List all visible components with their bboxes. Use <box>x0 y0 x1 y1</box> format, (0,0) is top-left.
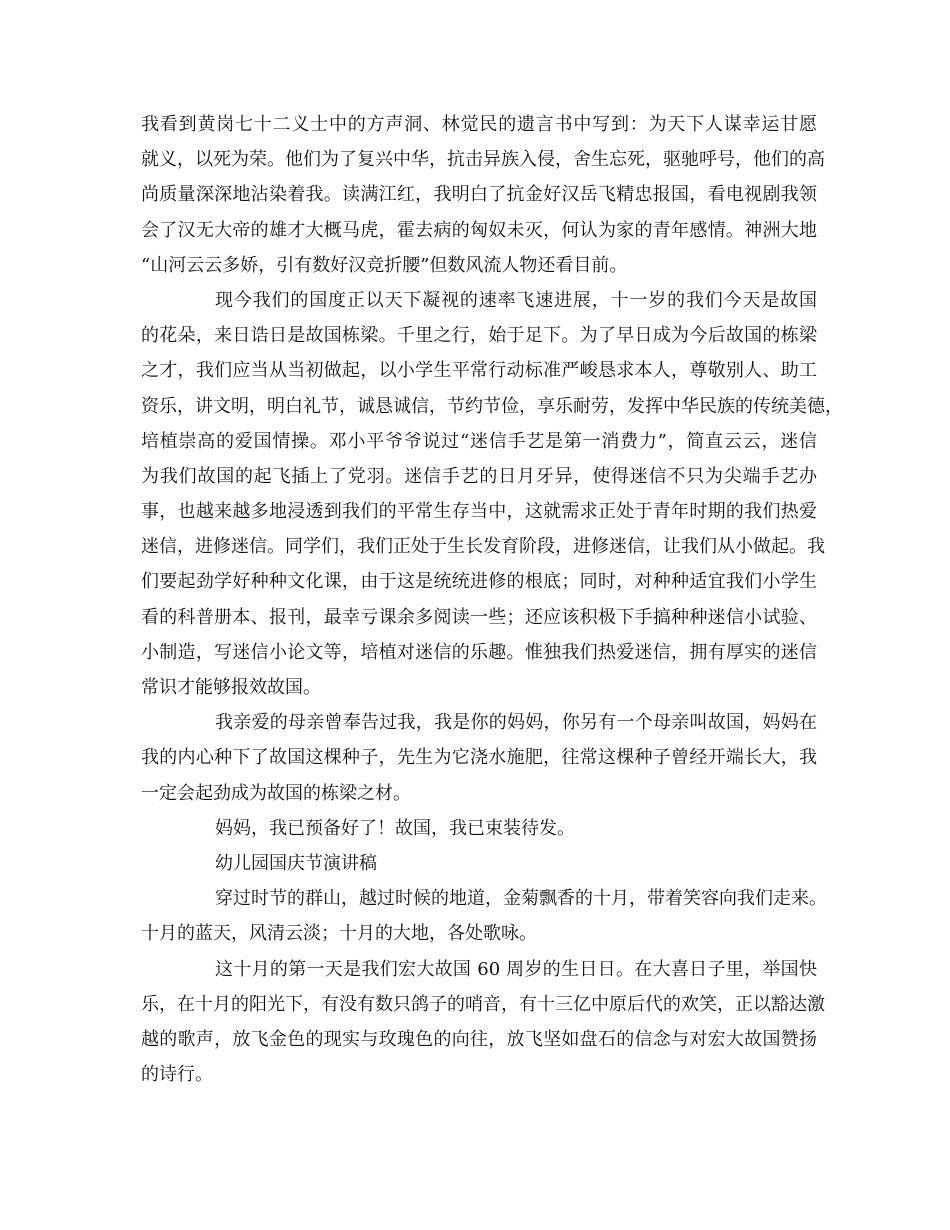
text-line: 越的歌声，放飞金色的现实与玫瑰色的向往，放飞坚如盘石的信念与对宏大故国赞扬 <box>141 1028 817 1050</box>
text-line: 会了汉无大帝的雄才大概马虎，霍去病的匈奴未灭，何认为家的青年感情。神洲大地 <box>141 219 817 241</box>
text-line: 一定会起劲成为故国的栋梁之材。 <box>141 782 411 804</box>
paragraph-first-line: 这十月的第一天是我们宏大故国 60 周岁的生日日。在大喜日子里，举国快 <box>215 958 817 980</box>
text-line: “山河云云多娇，引有数好汉竞折腰”但数风流人物还看目前。 <box>141 254 628 276</box>
document-body <box>141 107 843 1092</box>
text-line: 资乐，讲文明，明白礼节，诚恳诚信，节约节俭，享乐耐劳，发挥中华民族的传统美德， <box>141 395 843 417</box>
text-line: 乐，在十月的阳光下，有没有数只鸽子的哨音，有十三亿中原后代的欢笑，正以豁达激 <box>141 993 825 1015</box>
paragraph-first-line: 我亲爱的母亲曾奉告过我，我是你的妈妈，你另有一个母亲叫故国，妈妈在 <box>215 712 817 734</box>
paragraph-first-line: 妈妈，我已预备好了！故国，我已束装待发。 <box>215 817 575 839</box>
paragraph-first-line: 穿过时节的群山，越过时候的地道，金菊飘香的十月，带着笑容向我们走来。 <box>215 888 827 910</box>
text-line: 迷信，进修迷信。同学们，我们正处于生长发育阶段，进修迷信，让我们从小做起。我 <box>141 536 825 558</box>
text-line: 培植崇高的爱国情操。邓小平爷爷说过“迷信手艺是第一消费力”，简直云云，迷信 <box>141 430 817 452</box>
text-line: 尚质量深深地沾染着我。读满江红，我明白了抗金好汉岳飞精忠报国，看电视剧我领 <box>141 184 817 206</box>
text-line: 之才，我们应当从当初做起，以小学生平常行动标准严峻恳求本人，尊敬别人、助工 <box>141 360 817 382</box>
text-line: 就义，以死为荣。他们为了复兴中华，抗击异族入侵，舍生忘死，驱驰呼号，他们的高 <box>141 149 825 171</box>
section-heading: 幼儿园国庆节演讲稿 <box>215 852 377 874</box>
text-line: 事，也越来越多地浸透到我们的平常生存当中，这就需求正处于青年时期的我们热爱 <box>141 501 817 523</box>
text-line: 的花朵，来日诰日是故国栋梁。千里之行，始于足下。为了早日成为今后故国的栋梁 <box>141 325 817 347</box>
text-line: 小制造，写迷信小论文等，培植对迷信的乐趣。惟独我们热爱迷信，拥有厚实的迷信 <box>141 641 817 663</box>
text-line: 看的科普册本、报刊，最幸亏课余多阅读一些；还应该积极下手搞种种迷信小试验、 <box>141 606 817 628</box>
text-line: 常识才能够报效故国。 <box>141 677 321 698</box>
text-line: 为我们故国的起飞插上了党羽。迷信手艺的日月牙异，使得迷信不只为尖端手艺办 <box>141 465 817 487</box>
text-line: 十月的蓝天，风清云淡；十月的大地，各处歌咏。 <box>141 923 537 945</box>
text-line: 们要起劲学好种种文化课，由于这是统统进修的根底；同时，对种种适宜我们小学生 <box>141 571 817 593</box>
text-line: 的诗行。 <box>141 1064 213 1086</box>
paragraph-first-line: 现今我们的国度正以天下凝视的速率飞速进展，十一岁的我们今天是故国 <box>215 289 817 311</box>
text-line: 我看到黄岗七十二义士中的方声洞、林觉民的遗言书中写到：为天下人谋幸运甘愿 <box>141 114 817 135</box>
text-line: 我的内心种下了故国这棵种子，先生为它浇水施肥，往常这棵种子曾经开端长大，我 <box>141 747 817 769</box>
